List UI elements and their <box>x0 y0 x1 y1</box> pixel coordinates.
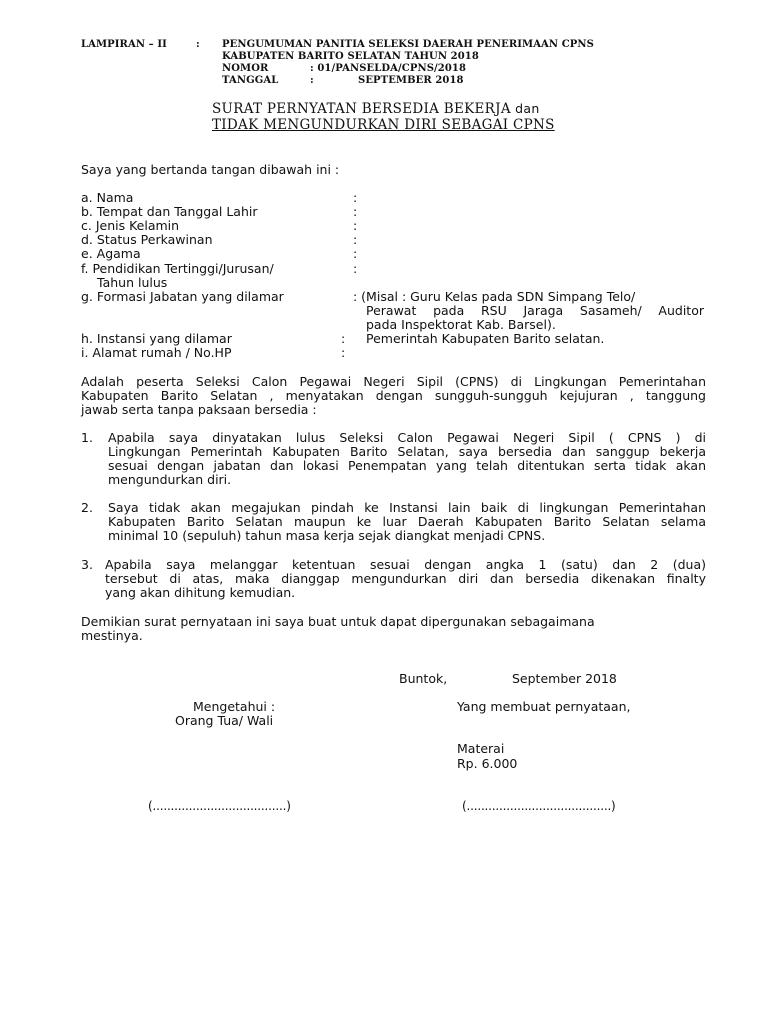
known-by-label: Mengetahui : <box>193 699 276 714</box>
field-instansi-value: Pemerintah Kabupaten Barito selatan. <box>366 331 605 346</box>
date-value: SEPTEMBER 2018 <box>358 75 464 86</box>
number-value: : 01/PANSELDA/CPNS/2018 <box>310 63 467 74</box>
field-jk-label: c. Jenis Kelamin <box>81 218 180 233</box>
right-signature-line: (........................................) <box>462 799 616 813</box>
field-colon: : <box>353 218 358 233</box>
field-instansi-label: h. Instansi yang dilamar <box>81 331 232 346</box>
field-formasi-note-3: pada Inspektorat Kab. Barsel). <box>366 317 556 332</box>
item-number: 2. <box>81 500 93 515</box>
document-title-line-2: TIDAK MENGUNDURKAN DIRI SEBAGAI CPNS <box>212 117 555 133</box>
field-colon: : <box>353 261 358 276</box>
date-label: TANGGAL <box>222 75 279 86</box>
attachment-label: LAMPIRAN – II <box>81 39 167 50</box>
signature-date: September 2018 <box>512 671 617 686</box>
title-main: SURAT PERNYATAN BERSEDIA BEKERJA <box>212 101 511 117</box>
title-suffix: dan <box>510 101 540 116</box>
stamp-value: Rp. 6.000 <box>457 756 518 771</box>
intro-text: Saya yang bertanda tangan dibawah ini : <box>81 162 340 177</box>
field-colon: : <box>341 345 346 360</box>
announcement-line-1: PENGUMUMAN PANITIA SELEKSI DAERAH PENERIMAAN CPNS <box>222 39 594 50</box>
header-colon: : <box>196 39 200 50</box>
parent-label: Orang Tua/ Wali <box>175 713 274 728</box>
field-colon: : <box>353 190 358 205</box>
field-agama-label: e. Agama <box>81 246 141 261</box>
closing-line-1: Demikian surat pernyataan ini saya buat untuk dapat dipergunakan sebagaimana <box>81 614 595 629</box>
item3-line-2: tersebut di atas, maka dianggap mengundurkan diri dan bersedia dikenakan finalty <box>105 571 706 586</box>
item2-line-3: minimal 10 (sepuluh) tahun masa kerja sejak diangkat menjadi CPNS. <box>108 528 546 543</box>
field-status-label: d. Status Perkawinan <box>81 232 213 247</box>
item-number: 3. <box>81 557 93 572</box>
date-colon: : <box>310 75 314 86</box>
field-colon: : <box>341 331 346 346</box>
field-colon: : <box>353 246 358 261</box>
item3-line-1: Apabila saya melanggar ketentuan sesuai dengan angka 1 (satu) dan 2 (dua) <box>105 557 706 572</box>
field-formasi-note-2: Perawat pada RSU Jaraga Sasameh/ Auditor <box>366 303 704 318</box>
item-number: 1. <box>81 430 93 445</box>
maker-label: Yang membuat pernyataan, <box>457 699 631 714</box>
stamp-label: Materai <box>457 741 505 756</box>
field-pendidikan-label: f. Pendidikan Tertinggi/Jurusan/ <box>81 261 274 276</box>
item1-line-2: Lingkungan Pemerintah Kabupaten Barito Selatan, saya bersedia dan sanggup bekerja <box>108 444 706 459</box>
item2-line-1: Saya tidak akan megajukan pindah ke Instansi lain baik di lingkungan Pemerintahan <box>108 500 706 515</box>
signature-place: Buntok, <box>399 671 448 686</box>
item3-line-3: yang akan dihitung kemudian. <box>105 585 296 600</box>
field-formasi-label: g. Formasi Jabatan yang dilamar <box>81 289 284 304</box>
field-colon: : <box>353 232 358 247</box>
field-colon: : <box>353 204 358 219</box>
para1-line-1: Adalah peserta Seleksi Calon Pegawai Negeri Sipil (CPNS) di Lingkungan Pemerintahan <box>81 374 706 389</box>
announcement-line-2: KABUPATEN BARITO SELATAN TAHUN 2018 <box>222 51 479 62</box>
field-alamat-label: i. Alamat rumah / No.HP <box>81 345 232 360</box>
item2-line-2: Kabupaten Barito Selatan maupun ke luar Daerah Kabupaten Barito Selatan selama <box>108 514 706 529</box>
item1-line-1: Apabila saya dinyatakan lulus Seleksi Calon Pegawai Negeri Sipil ( CPNS ) di <box>108 430 706 445</box>
field-formasi-note-1: : (Misal : Guru Kelas pada SDN Simpang Telo/ <box>353 289 636 304</box>
document-title-line-1 <box>212 101 540 117</box>
field-nama-label: a. Nama <box>81 190 134 205</box>
para1-line-2: Kabupaten Barito Selatan , menyatakan dengan sungguh-sungguh kejujuran , tanggung <box>81 388 706 403</box>
left-signature-line: (.....................................) <box>148 799 291 813</box>
field-ttl-label: b. Tempat dan Tanggal Lahir <box>81 204 258 219</box>
closing-line-2: mestinya. <box>81 628 143 643</box>
item1-line-3: sesuai dengan jabatan dan lokasi Penempatan yang telah ditentukan serta tidak akan <box>108 458 706 473</box>
item1-line-4: mengundurkan diri. <box>108 472 232 487</box>
para1-line-3: jawab serta tanpa paksaan bersedia : <box>81 402 317 417</box>
number-label: NOMOR <box>222 63 269 74</box>
field-pendidikan-label-cont: Tahun lulus <box>97 275 168 290</box>
